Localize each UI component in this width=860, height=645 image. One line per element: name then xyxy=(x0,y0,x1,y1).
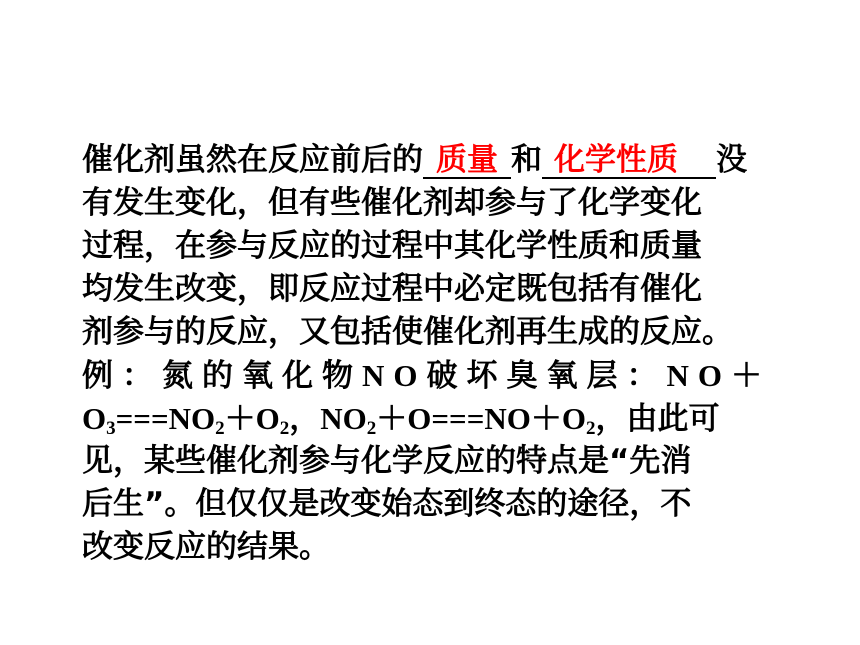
eq-sub-2d: 2 xyxy=(585,418,596,439)
eq-sub-2b: 2 xyxy=(279,418,290,439)
line-2: 有发生变化，但有些催化剂却参与了化学变化 xyxy=(82,185,702,221)
line-8: 见，某些催化剂参与化学反应的特点是“先消 xyxy=(82,443,692,479)
line-1-text-c: 没 xyxy=(716,142,747,178)
line-1-text-a: 催化剂虽然在反应前后的 xyxy=(82,142,423,178)
line-10: 改变反应的结果。 xyxy=(82,529,330,565)
line-1 xyxy=(82,139,794,182)
eq-sub-2a: 2 xyxy=(215,418,225,439)
eq-part-4: ＋O===NO＋O xyxy=(376,401,586,436)
eq-sub-3: 3 xyxy=(106,418,116,439)
eq-comma: ， xyxy=(289,401,321,436)
line-6-formula-no-plus: NO＋ xyxy=(666,358,771,393)
eq-sub-2c: 2 xyxy=(366,418,377,439)
answer-blank-chemical-property: 化学性质 xyxy=(542,143,716,179)
answer-blank-quality: 质量 xyxy=(423,143,511,179)
line-4: 均发生改变，即反应过程中必定既包括有催化 xyxy=(82,271,702,307)
line-7-equation xyxy=(82,397,794,440)
line-3: 过程，在参与反应的过程中其化学性质和质量 xyxy=(82,228,702,264)
line-6-text-a: 例：氮的氧化物 xyxy=(82,358,362,394)
line-9: 后生”。但仅仅是改变始态到终态的途径，不 xyxy=(82,486,692,522)
eq-o: O xyxy=(82,401,107,436)
line-6-formula-no: NO xyxy=(362,358,427,393)
line-6-text-c: 破坏臭氧层： xyxy=(426,358,667,394)
line-5: 剂参与的反应，又包括使催化剂再生成的反应。 xyxy=(82,314,733,350)
eq-end-text: ，由此可 xyxy=(595,401,720,437)
line-6 xyxy=(82,354,794,397)
line-1-text-b: 和 xyxy=(511,142,542,178)
eq-part-3: NO xyxy=(320,401,367,436)
eq-part-2: ＋O xyxy=(224,401,280,436)
explanation-paragraph xyxy=(82,139,794,569)
eq-part-1: ===NO xyxy=(115,401,216,436)
